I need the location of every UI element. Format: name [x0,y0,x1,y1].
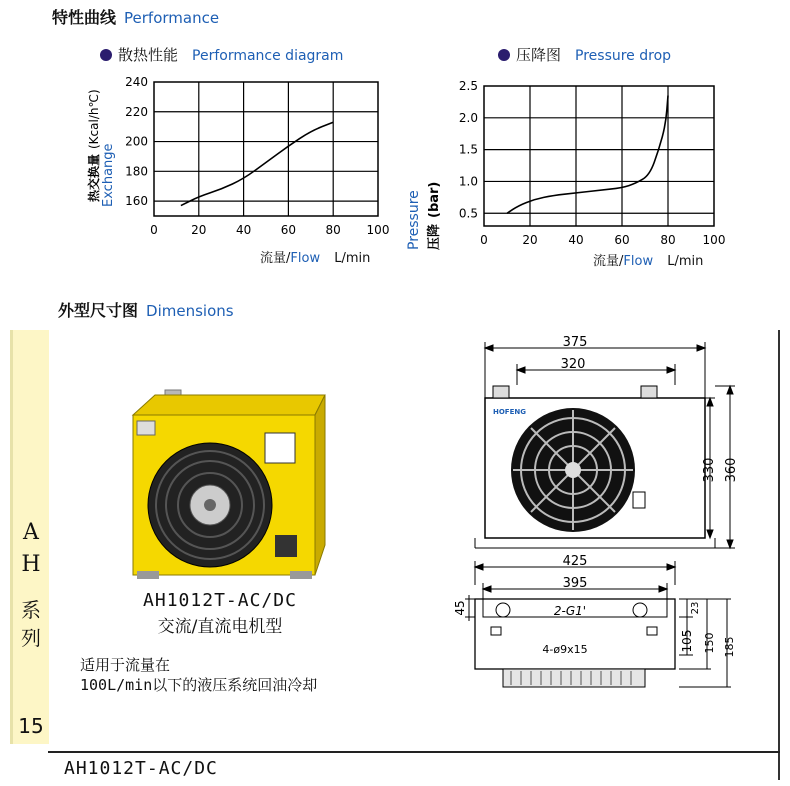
product-desc-2: 100L/min以下的液压系统回油冷却 [80,676,318,694]
c1-xtick-label: 100 [366,223,390,237]
product-photo [125,385,335,585]
c2-ytick-label: 0.5 [458,206,478,221]
chart2-xlabel-en: Flow [623,254,654,269]
port-label: 2-G1' [553,604,587,618]
chart2-grid [484,86,714,226]
chart1-title [100,44,343,65]
chart2-title [498,44,671,65]
c2-xtick-label: 0 [480,233,488,247]
c1-ytick-label: 240 [125,75,148,89]
sidebar-series-1: 系 [21,598,41,622]
c1-xtick-label: 60 [280,223,297,237]
c2-ytick-label: 1.5 [458,142,478,157]
section-title-dimensions [58,298,234,321]
chart1-series-line [181,122,333,205]
chart2-ylabel-cn: 压降 [427,223,442,250]
chart2-yticks [459,79,478,220]
dim-375: 375 [562,335,588,350]
chart1-xticks [150,223,389,237]
c1-ytick-label: 220 [125,104,148,119]
c1-xtick-label: 20 [191,223,207,237]
dimensions-title-cn: 外型尺寸图 [58,301,139,320]
performance-chart [80,70,410,270]
brand-logo-text: HOFENG [493,408,526,416]
c2-ytick-label: 1.0 [458,174,478,189]
product-desc-1: 适用于流量在 [80,656,171,674]
c2-xtick-label: 60 [614,233,630,247]
c1-ytick-label: 160 [125,194,148,209]
section-title-en: Performance [124,9,220,27]
chart1-xlabel-en: Flow [290,251,321,266]
chart2-title-cn: 压降图 [516,46,562,64]
series-sidebar [10,330,49,744]
dimensions-title-en: Dimensions [146,302,234,320]
front-view-drawing [455,330,745,560]
footer-divider [48,751,780,753]
c2-xtick-label: 100 [702,233,726,247]
footer-model: AH1012T-AC/DC [64,758,218,779]
dim-185: 185 [723,636,736,658]
c2-ytick-label: 2.0 [458,110,478,125]
chart2-title-en: Pressure drop [575,48,672,64]
c2-xtick-label: 20 [522,233,538,247]
sidebar-letter-a: A [23,520,39,545]
sidebar-letter-h: H [21,552,41,577]
sidebar-series-2: 列 [21,626,41,650]
dim-45: 45 [453,600,467,616]
section-title-performance [52,5,219,28]
chart2-xlabel: 流量/Flow L/min [593,254,704,269]
c1-ytick-label: 200 [125,134,148,149]
c1-xtick-label: 0 [150,223,158,237]
chart1-grid [154,82,378,216]
c1-xtick-label: 40 [235,223,252,237]
bullet-icon [100,49,112,61]
chart1-ylabel-unit: (Kcal/h℃) [87,89,101,149]
dim-330: 330 [702,457,717,483]
chart1-xlabel: 流量/Flow L/min [260,251,371,266]
chart2-series-line [507,96,668,214]
top-view-drawing [435,555,745,700]
product-model: AH1012T-AC/DC [143,590,297,611]
c2-xtick-label: 40 [568,233,584,247]
chart1-title-cn: 散热性能 [118,46,179,64]
page-number: 15 [18,714,44,738]
chart1-yticks [125,75,148,208]
chart1-xunit: L/min [334,251,371,266]
right-border [778,330,780,780]
c2-frame [484,86,714,226]
section-title-cn: 特性曲线 [52,8,117,27]
c2-ytick-label: 2.5 [458,79,478,93]
chart1-ylabel-en: Exchange [101,143,116,207]
pressure-drop-chart [400,70,740,270]
hole-label: 4-ø9x15 [542,643,588,656]
chart2-xticks [480,233,725,247]
c1-ytick-label: 180 [125,164,148,179]
chart1-xlabel-cn: 流量 [260,251,287,266]
dim-320: 320 [560,357,586,372]
dim-150: 150 [703,632,716,654]
chart1-title-en: Performance diagram [192,48,344,64]
c1-frame [154,82,378,216]
dim-425: 425 [562,555,588,569]
dim-395: 395 [562,576,588,591]
chart1-ylabel-cn: 热交换量 [87,153,101,202]
c2-xtick-label: 80 [660,233,676,247]
dim-360: 360 [724,457,739,483]
chart2-ylabel-en: Pressure [406,190,422,250]
product-type: 交流/直流电机型 [157,617,283,637]
c1-xtick-label: 80 [325,223,341,237]
dim-105: 105 [680,629,694,653]
chart2-xunit: L/min [667,254,704,269]
chart2-xlabel-cn: 流量 [593,254,620,269]
bullet-icon [498,49,510,61]
dim-23: 23 [690,601,701,615]
chart2-ylabel-unit: (bar) [427,181,442,218]
